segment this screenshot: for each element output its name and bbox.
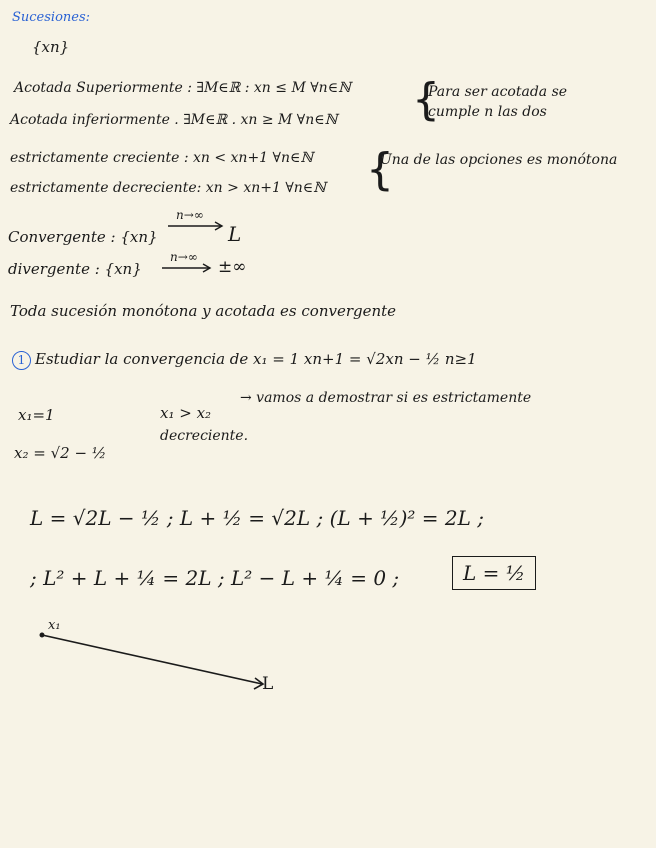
convergent-definition: Convergente : {xn} bbox=[8, 228, 158, 246]
comparison-note-line-2: decreciente. bbox=[160, 428, 249, 444]
strictly-decreasing-definition: estrictamente decreciente: xn > xn+1 ∀n∈ℕ bbox=[10, 180, 326, 196]
divergent-arrow-label: n→∞ bbox=[170, 250, 198, 264]
divergent-definition: divergente : {xn} bbox=[8, 260, 142, 278]
strictly-increasing-definition: estrictamente creciente : xn < xn+1 ∀n∈ℕ bbox=[10, 150, 314, 166]
monotone-brace: { bbox=[366, 144, 394, 195]
page-title: Sucesiones: bbox=[12, 10, 91, 25]
exercise-text: Estudiar la convergencia de x₁ = 1 xn+1 = √2xn − ½ n≥1 bbox=[35, 350, 477, 368]
divergent-limit: ±∞ bbox=[218, 257, 247, 277]
diagram-x1-label: x₁ bbox=[48, 618, 61, 633]
bounded-brace: { bbox=[412, 74, 440, 125]
limit-equation-line-2: ; L² + L + ¼ = 2L ; L² − L + ¼ = 0 ; bbox=[30, 566, 400, 590]
convergent-arrow-label: n→∞ bbox=[176, 208, 204, 222]
diagram-limit-label: L bbox=[262, 674, 274, 694]
x1-value: x₁=1 bbox=[18, 406, 55, 424]
bounded-above-definition: Acotada Superiormente : ∃M∈ℝ : xn ≤ M ∀n∈ℕ bbox=[14, 80, 351, 96]
monotone-note: Una de las opciones es monótona bbox=[380, 152, 618, 168]
bounded-note-line-2: cumple n las dos bbox=[428, 104, 547, 120]
limit-equation-line-1: L = √2L − ½ ; L + ½ = √2L ; (L + ½)² = 2L ; bbox=[30, 506, 484, 530]
diagram-sequence-line bbox=[42, 635, 262, 684]
theorem-statement: Toda sucesión monótona y acotada es convergente bbox=[10, 302, 397, 320]
bounded-below-definition: Acotada inferiormente . ∃M∈ℝ . xn ≥ M ∀n∈ℕ bbox=[10, 112, 338, 128]
x1-x2-comparison: x₁ > x₂ bbox=[160, 404, 212, 422]
bounded-note-line-1: Para ser acotada se bbox=[428, 84, 568, 100]
sequence-symbol: {xn} bbox=[32, 38, 70, 56]
convergent-limit: L bbox=[228, 222, 242, 246]
comparison-note-line-1: → vamos a demostrar si es estrictamente bbox=[240, 390, 532, 406]
exercise-number: 1 bbox=[12, 351, 31, 370]
boxed-result: L = ½ bbox=[452, 556, 536, 590]
x2-value: x₂ = √2 − ½ bbox=[14, 444, 107, 462]
